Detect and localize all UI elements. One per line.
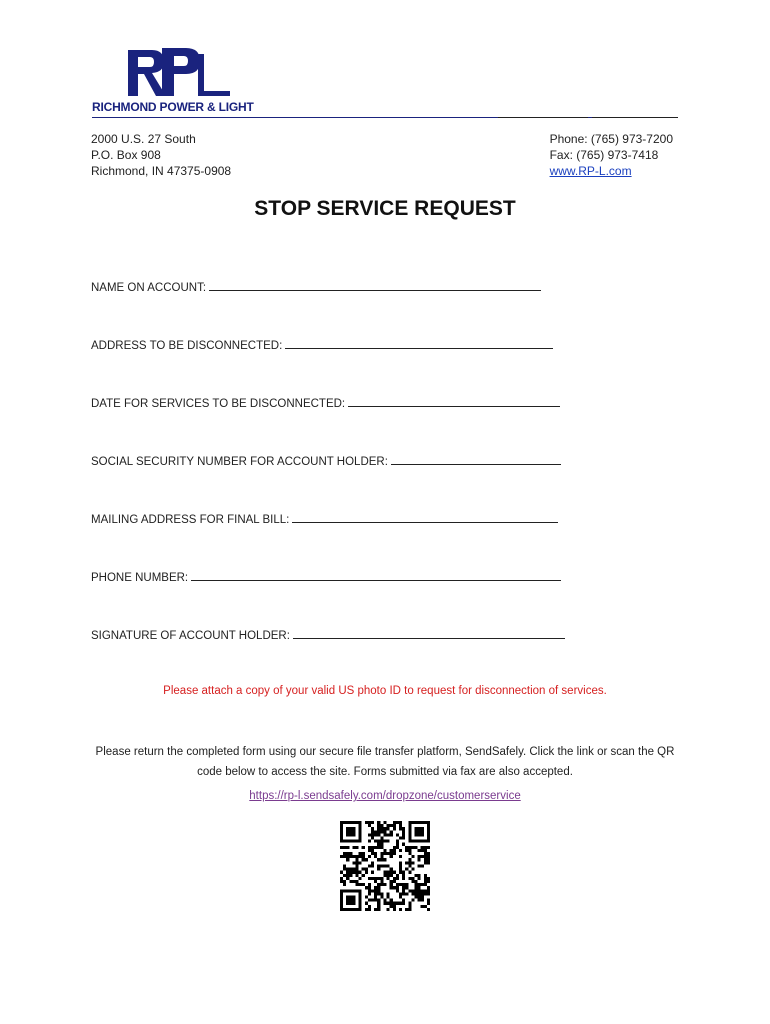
ssn-field [91,453,561,468]
qr-code-icon[interactable] [340,821,430,911]
phone-number: Phone: (765) 973-7200 [549,132,673,146]
address-to-disconnect-field [91,337,553,352]
name-on-account-field [91,279,541,294]
header-divider-stub [498,117,588,118]
address-line-1: 2000 U.S. 27 South [91,132,196,146]
address-to-disconnect-blank[interactable] [285,337,553,349]
final-bill-address-field [91,511,558,526]
address-line-3: Richmond, IN 47375-0908 [91,164,232,178]
header-divider-end [592,117,678,118]
mailing-address [91,131,231,179]
field-label: SOCIAL SECURITY NUMBER FOR ACCOUNT HOLDER: [91,456,388,468]
return-instructions: Please return the completed form using our secure file transfer platform, SendSafely. Click the link or scan the QR code below to access the site. Forms submitted via fax are also accepted. [95,746,675,778]
field-label: NAME ON ACCOUNT: [91,282,207,294]
final-bill-address-blank[interactable] [292,511,558,523]
name-on-account-blank[interactable] [209,279,541,291]
page-title: STOP SERVICE REQUEST [254,197,516,220]
signature-blank[interactable] [293,627,565,639]
fax-number: Fax: (765) 973-7418 [549,148,659,162]
field-label: MAILING ADDRESS FOR FINAL BILL: [91,514,290,526]
field-label: SIGNATURE OF ACCOUNT HOLDER: [91,630,290,642]
company-logo [92,44,272,116]
sendsafely-dropzone-link[interactable]: https://rp-l.sendsafely.com/dropzone/customerservice [249,790,521,802]
contact-info [550,131,673,179]
field-label: DATE FOR SERVICES TO BE DISCONNECTED: [91,398,346,410]
photo-id-notice: Please attach a copy of your valid US photo ID to request for disconnection of services. [163,685,607,697]
field-label: ADDRESS TO BE DISCONNECTED: [91,340,283,352]
phone-number-blank[interactable] [191,569,561,581]
rpl-logo-icon [122,44,234,100]
company-name: RICHMOND POWER & LIGHT [92,100,254,114]
ssn-blank[interactable] [391,453,561,465]
disconnect-date-blank[interactable] [348,395,560,407]
signature-field [91,627,565,642]
address-line-2: P.O. Box 908 [91,148,161,162]
website-link[interactable]: www.RP-L.com [549,164,632,178]
phone-number-field [91,569,561,584]
field-label: PHONE NUMBER: [91,572,189,584]
disconnect-date-field [91,395,560,410]
